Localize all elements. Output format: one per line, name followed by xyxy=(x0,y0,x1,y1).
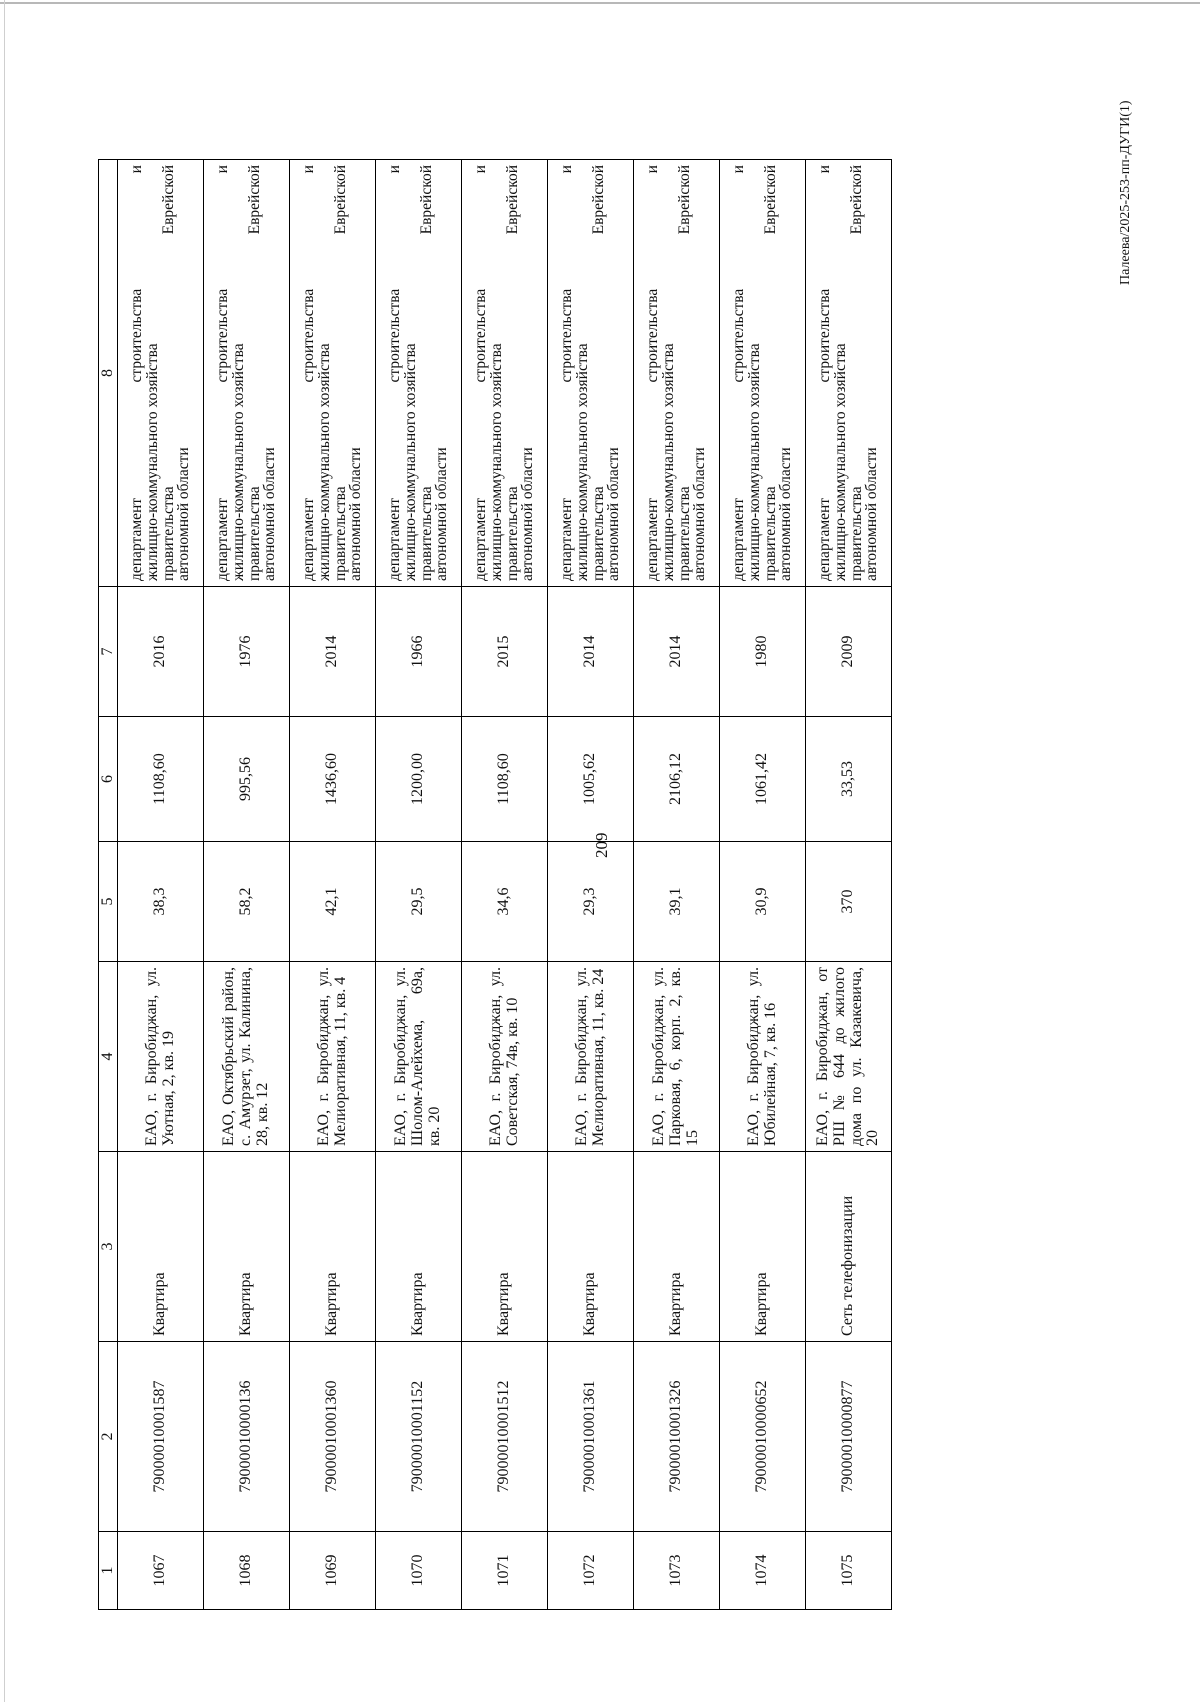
area-cell: 38,3 xyxy=(118,842,204,962)
address-cell: ЕАО, г. Биробиджан, ул. Мелиоративная, 11, кв. 24 xyxy=(548,962,634,1152)
org-word: Еврейской xyxy=(159,165,177,235)
year-cell: 2009 xyxy=(806,587,892,717)
owner-organization-cell xyxy=(462,160,548,587)
org-line: автономной области xyxy=(777,447,795,581)
org-word: строительства xyxy=(557,288,575,383)
owner-organization-cell xyxy=(806,160,892,587)
cadastral-number-cell: 79000010001512 xyxy=(462,1342,548,1532)
org-word: и xyxy=(213,165,231,174)
cadastral-number-cell: 79000010001587 xyxy=(118,1342,204,1532)
cost-cell: 1436,60 xyxy=(290,717,376,842)
cost-cell: 995,56 xyxy=(204,717,290,842)
org-word: строительства xyxy=(385,288,403,383)
org-word: строительства xyxy=(213,288,231,383)
org-line: жилищно-коммунального хозяйства xyxy=(573,343,591,581)
cadastral-number-cell: 79000010001360 xyxy=(290,1342,376,1532)
row-number-cell: 1075 xyxy=(806,1532,892,1610)
table-body xyxy=(118,160,892,1610)
org-word: строительства xyxy=(299,288,317,383)
org-word: правительства xyxy=(761,486,779,581)
org-word: правительства xyxy=(159,486,177,581)
column-header-5: 5 xyxy=(99,842,118,962)
org-line: жилищно-коммунального хозяйства xyxy=(143,343,161,581)
org-word: департамент xyxy=(729,497,747,581)
area-cell: 39,1 xyxy=(634,842,720,962)
org-word: правительства xyxy=(847,486,865,581)
object-type-cell: Квартира xyxy=(720,1152,806,1342)
org-word: и xyxy=(729,165,747,174)
year-cell: 2014 xyxy=(634,587,720,717)
row-number-cell: 1069 xyxy=(290,1532,376,1610)
owner-organization-cell xyxy=(548,160,634,587)
cadastral-number-cell: 79000010001152 xyxy=(376,1342,462,1532)
address-cell: ЕАО, Октябрьский район, с. Амурзет, ул. Калинина, 28, кв. 12 xyxy=(204,962,290,1152)
table-row xyxy=(720,160,806,1610)
column-header-7: 7 xyxy=(99,587,118,717)
org-word: Еврейской xyxy=(589,165,607,235)
org-word: Еврейской xyxy=(675,165,693,235)
org-word: департамент xyxy=(127,497,145,581)
area-cell: 29,5 xyxy=(376,842,462,962)
cadastral-number-cell: 79000010001361 xyxy=(548,1342,634,1532)
area-cell: 29,3 xyxy=(548,842,634,962)
owner-organization-cell xyxy=(634,160,720,587)
object-type-cell: Квартира xyxy=(376,1152,462,1342)
org-word: Еврейской xyxy=(331,165,349,235)
column-header-6: 6 xyxy=(99,717,118,842)
org-word: Еврейской xyxy=(847,165,865,235)
column-header-4: 4 xyxy=(99,962,118,1152)
org-line: автономной области xyxy=(261,447,279,581)
address-cell: ЕАО, г. Биробиджан, ул. Шолом-Алейхема, 69а, кв. 20 xyxy=(376,962,462,1152)
cost-cell: 1108,60 xyxy=(118,717,204,842)
org-word: и xyxy=(643,165,661,174)
address-cell: ЕАО, г. Биробиджан, ул. Парковая, 6, корп. 2, кв. 15 xyxy=(634,962,720,1152)
org-word: и xyxy=(127,165,145,174)
org-word: и xyxy=(299,165,317,174)
cost-cell: 1200,00 xyxy=(376,717,462,842)
org-word: правительства xyxy=(675,486,693,581)
page-number-text: 209 xyxy=(592,832,611,858)
org-line: автономной области xyxy=(175,447,193,581)
org-line: автономной области xyxy=(433,447,451,581)
scan-edge-left xyxy=(4,0,5,1702)
org-word: департамент xyxy=(557,497,575,581)
org-word: Еврейской xyxy=(503,165,521,235)
year-cell: 2016 xyxy=(118,587,204,717)
scan-edge-top xyxy=(0,2,1200,4)
org-word: и xyxy=(471,165,489,174)
org-line: жилищно-коммунального хозяйства xyxy=(229,343,247,581)
address-cell: ЕАО, г. Биробиджан, от РШ № 644 до жилого дома по ул. Казакевича, 20 xyxy=(806,962,892,1152)
column-header-1: 1 xyxy=(99,1532,118,1610)
year-cell: 1980 xyxy=(720,587,806,717)
org-word: департамент xyxy=(643,497,661,581)
cadastral-number-cell: 79000010000136 xyxy=(204,1342,290,1532)
org-word: строительства xyxy=(471,288,489,383)
cost-cell: 2106,12 xyxy=(634,717,720,842)
org-word: департамент xyxy=(385,497,403,581)
org-line: жилищно-коммунального хозяйства xyxy=(315,343,333,581)
cost-cell: 33,53 xyxy=(806,717,892,842)
footer-reference-text: Палеева/2025-253-пп-ДУГИ(1) xyxy=(1118,100,1133,285)
org-word: и xyxy=(385,165,403,174)
owner-organization-cell xyxy=(118,160,204,587)
cadastral-number-cell: 79000010000877 xyxy=(806,1342,892,1532)
table-row xyxy=(118,160,204,1610)
address-cell: ЕАО, г. Биробиджан, ул. Советская, 74в, кв. 10 xyxy=(462,962,548,1152)
table-row xyxy=(634,160,720,1610)
org-word: строительства xyxy=(643,288,661,383)
org-word: строительства xyxy=(127,288,145,383)
owner-organization-cell xyxy=(376,160,462,587)
row-number-cell: 1072 xyxy=(548,1532,634,1610)
row-number-cell: 1073 xyxy=(634,1532,720,1610)
year-cell: 2014 xyxy=(548,587,634,717)
register-table-rotated xyxy=(98,160,890,1610)
org-line: жилищно-коммунального хозяйства xyxy=(659,343,677,581)
table-row xyxy=(548,160,634,1610)
object-type-cell: Квартира xyxy=(204,1152,290,1342)
address-cell: ЕАО, г. Биробиджан, ул. Юбилейная, 7, кв. 16 xyxy=(720,962,806,1152)
table-row xyxy=(462,160,548,1610)
area-cell: 370 xyxy=(806,842,892,962)
row-number-cell: 1070 xyxy=(376,1532,462,1610)
cost-cell: 1061,42 xyxy=(720,717,806,842)
table-row xyxy=(376,160,462,1610)
org-word: строительства xyxy=(729,288,747,383)
area-cell: 34,6 xyxy=(462,842,548,962)
address-cell: ЕАО, г. Биробиджан, ул. Уютная, 2, кв. 19 xyxy=(118,962,204,1152)
table-row xyxy=(290,160,376,1610)
org-line: автономной области xyxy=(691,447,709,581)
object-type-cell: Квартира xyxy=(118,1152,204,1342)
org-word: департамент xyxy=(815,497,833,581)
owner-organization-cell xyxy=(720,160,806,587)
org-word: департамент xyxy=(213,497,231,581)
org-line: автономной области xyxy=(519,447,537,581)
column-header-2: 2 xyxy=(99,1342,118,1532)
table-row xyxy=(204,160,290,1610)
org-word: правительства xyxy=(503,486,521,581)
object-type-cell: Квартира xyxy=(290,1152,376,1342)
cadastral-number-cell: 79000010001326 xyxy=(634,1342,720,1532)
org-word: правительства xyxy=(417,486,435,581)
column-header-8: 8 xyxy=(99,160,118,587)
object-type-cell: Квартира xyxy=(634,1152,720,1342)
row-number-cell: 1067 xyxy=(118,1532,204,1610)
object-type-cell: Сеть телефонизации xyxy=(806,1152,892,1342)
org-word: и xyxy=(815,165,833,174)
org-line: автономной области xyxy=(347,447,365,581)
org-word: правительства xyxy=(331,486,349,581)
org-line: автономной области xyxy=(863,447,881,581)
object-type-cell: Квартира xyxy=(462,1152,548,1342)
year-cell: 1966 xyxy=(376,587,462,717)
table-row xyxy=(806,160,892,1610)
org-line: жилищно-коммунального хозяйства xyxy=(745,343,763,581)
year-cell: 2015 xyxy=(462,587,548,717)
org-line: автономной области xyxy=(605,447,623,581)
org-line: жилищно-коммунального хозяйства xyxy=(401,343,419,581)
org-word: Еврейской xyxy=(761,165,779,235)
area-cell: 30,9 xyxy=(720,842,806,962)
column-header-3: 3 xyxy=(99,1152,118,1342)
org-word: правительства xyxy=(589,486,607,581)
cost-cell: 1108,60 xyxy=(462,717,548,842)
org-word: строительства xyxy=(815,288,833,383)
year-cell: 2014 xyxy=(290,587,376,717)
org-word: департамент xyxy=(299,497,317,581)
row-number-cell: 1068 xyxy=(204,1532,290,1610)
address-cell: ЕАО, г. Биробиджан, ул. Мелиоративная, 11, кв. 4 xyxy=(290,962,376,1152)
register-table xyxy=(98,159,892,1610)
org-word: и xyxy=(557,165,575,174)
header-row xyxy=(99,160,118,1610)
org-word: департамент xyxy=(471,497,489,581)
row-number-cell: 1071 xyxy=(462,1532,548,1610)
cost-cell: 1005,62 xyxy=(548,717,634,842)
org-line: жилищно-коммунального хозяйства xyxy=(487,343,505,581)
footer-reference xyxy=(1118,100,1133,286)
owner-organization-cell xyxy=(290,160,376,587)
year-cell: 1976 xyxy=(204,587,290,717)
org-word: правительства xyxy=(245,486,263,581)
object-type-cell: Квартира xyxy=(548,1152,634,1342)
org-line: жилищно-коммунального хозяйства xyxy=(831,343,849,581)
row-number-cell: 1074 xyxy=(720,1532,806,1610)
owner-organization-cell xyxy=(204,160,290,587)
org-word: Еврейской xyxy=(417,165,435,235)
cadastral-number-cell: 79000010000652 xyxy=(720,1342,806,1532)
area-cell: 58,2 xyxy=(204,842,290,962)
area-cell: 42,1 xyxy=(290,842,376,962)
org-word: Еврейской xyxy=(245,165,263,235)
